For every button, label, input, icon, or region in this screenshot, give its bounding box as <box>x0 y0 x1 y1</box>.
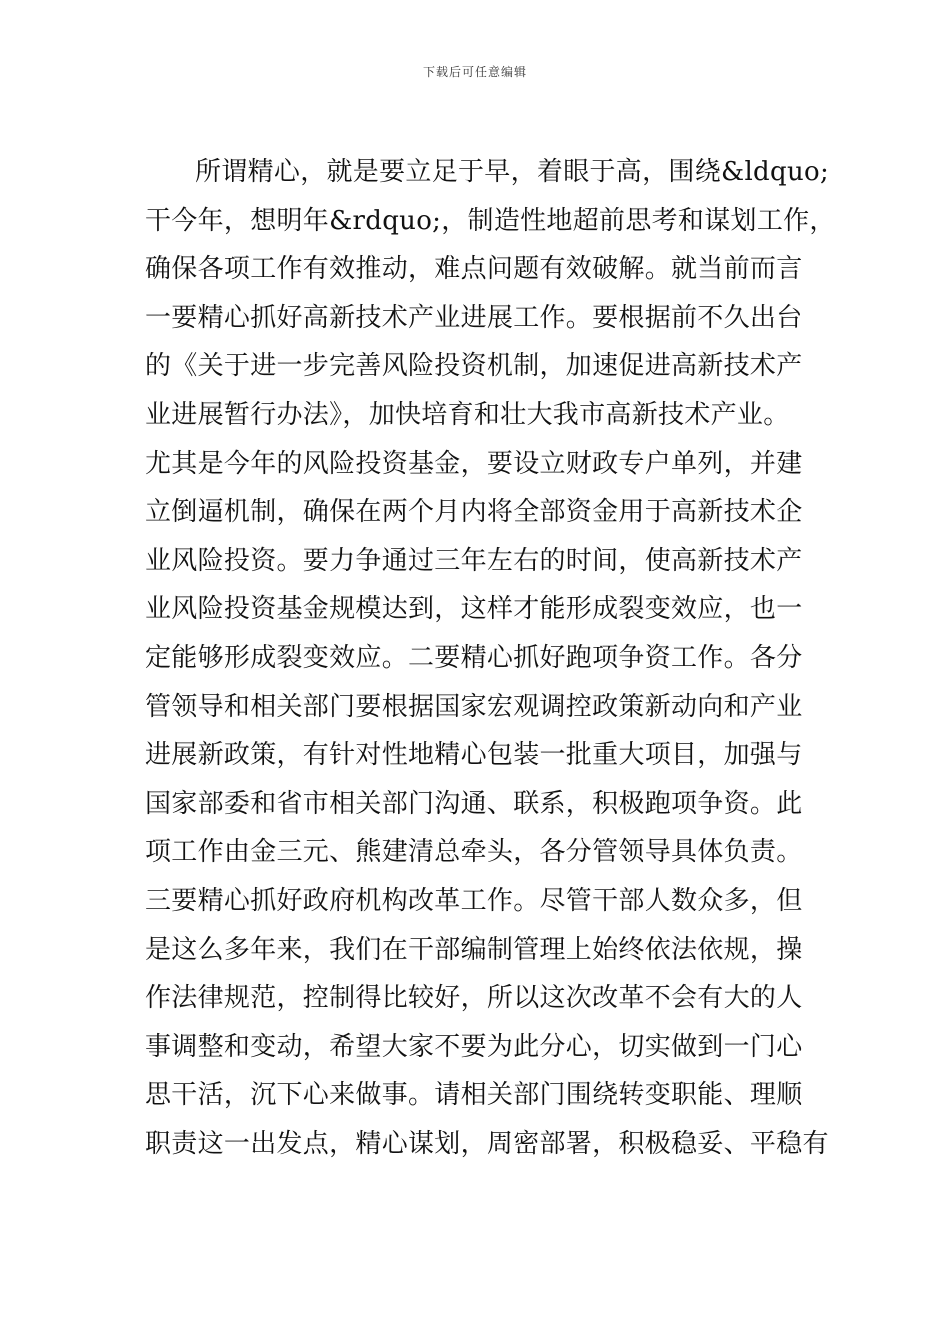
text-line: 项工作由金三元、熊建清总牵头，各分管领导具体负责。 <box>145 837 803 868</box>
text-line: 作法律规范，控制得比较好，所以这次改革不会有大的人 <box>145 983 803 1014</box>
text-line: 确保各项工作有效推动，难点问题有效破解。就当前而言 <box>145 254 803 285</box>
page-header: 下载后可任意编辑 <box>422 65 527 79</box>
text-line: 立倒逼机制，确保在两个月内将全部资金用于高新技术企 <box>145 497 803 528</box>
document-body <box>145 148 836 1168</box>
text-line: 业进展暂行办法》，加快培育和壮大我市高新技术产业。 <box>145 399 790 430</box>
text-line: 是这么多年来，我们在干部编制管理上始终依法依规，操 <box>145 934 803 965</box>
text-line: 业风险投资。要力争通过三年左右的时间，使高新技术产 <box>145 545 803 576</box>
text-line: 所谓精心，就是要立足于早，着眼于高，围绕&ldquo; <box>195 157 830 187</box>
text-line: 管领导和相关部门要根据国家宏观调控政策新动向和产业 <box>145 691 803 722</box>
text-line: 思干活，沉下心来做事。请相关部门围绕转变职能、理顺 <box>145 1080 803 1111</box>
text-line: 国家部委和省市相关部门沟通、联系，积极跑项争资。此 <box>145 788 803 819</box>
text-line: 进展新政策，有针对性地精心包装一批重大项目，加强与 <box>145 740 803 771</box>
text-line: 事调整和变动，希望大家不要为此分心，切实做到一门心 <box>145 1031 803 1062</box>
text-line: 职责这一出发点，精心谋划，周密部署，积极稳妥、平稳有 <box>145 1128 829 1159</box>
text-line: 定能够形成裂变效应。二要精心抓好跑项争资工作。各分 <box>145 642 803 673</box>
text-line: 尤其是今年的风险投资基金，要设立财政专户单列，并建 <box>145 448 803 479</box>
text-line: 三要精心抓好政府机构改革工作。尽管干部人数众多，但 <box>145 885 803 916</box>
text-line: 的《关于进一步完善风险投资机制，加速促进高新技术产 <box>145 351 803 382</box>
text-line: 业风险投资基金规模达到，这样才能形成裂变效应，也一 <box>145 594 803 625</box>
text-line: 干今年，想明年&rdquo;，制造性地超前思考和谋划工作， <box>145 205 836 236</box>
text-line: 一要精心抓好高新技术产业进展工作。要根据前不久出台 <box>145 302 803 333</box>
